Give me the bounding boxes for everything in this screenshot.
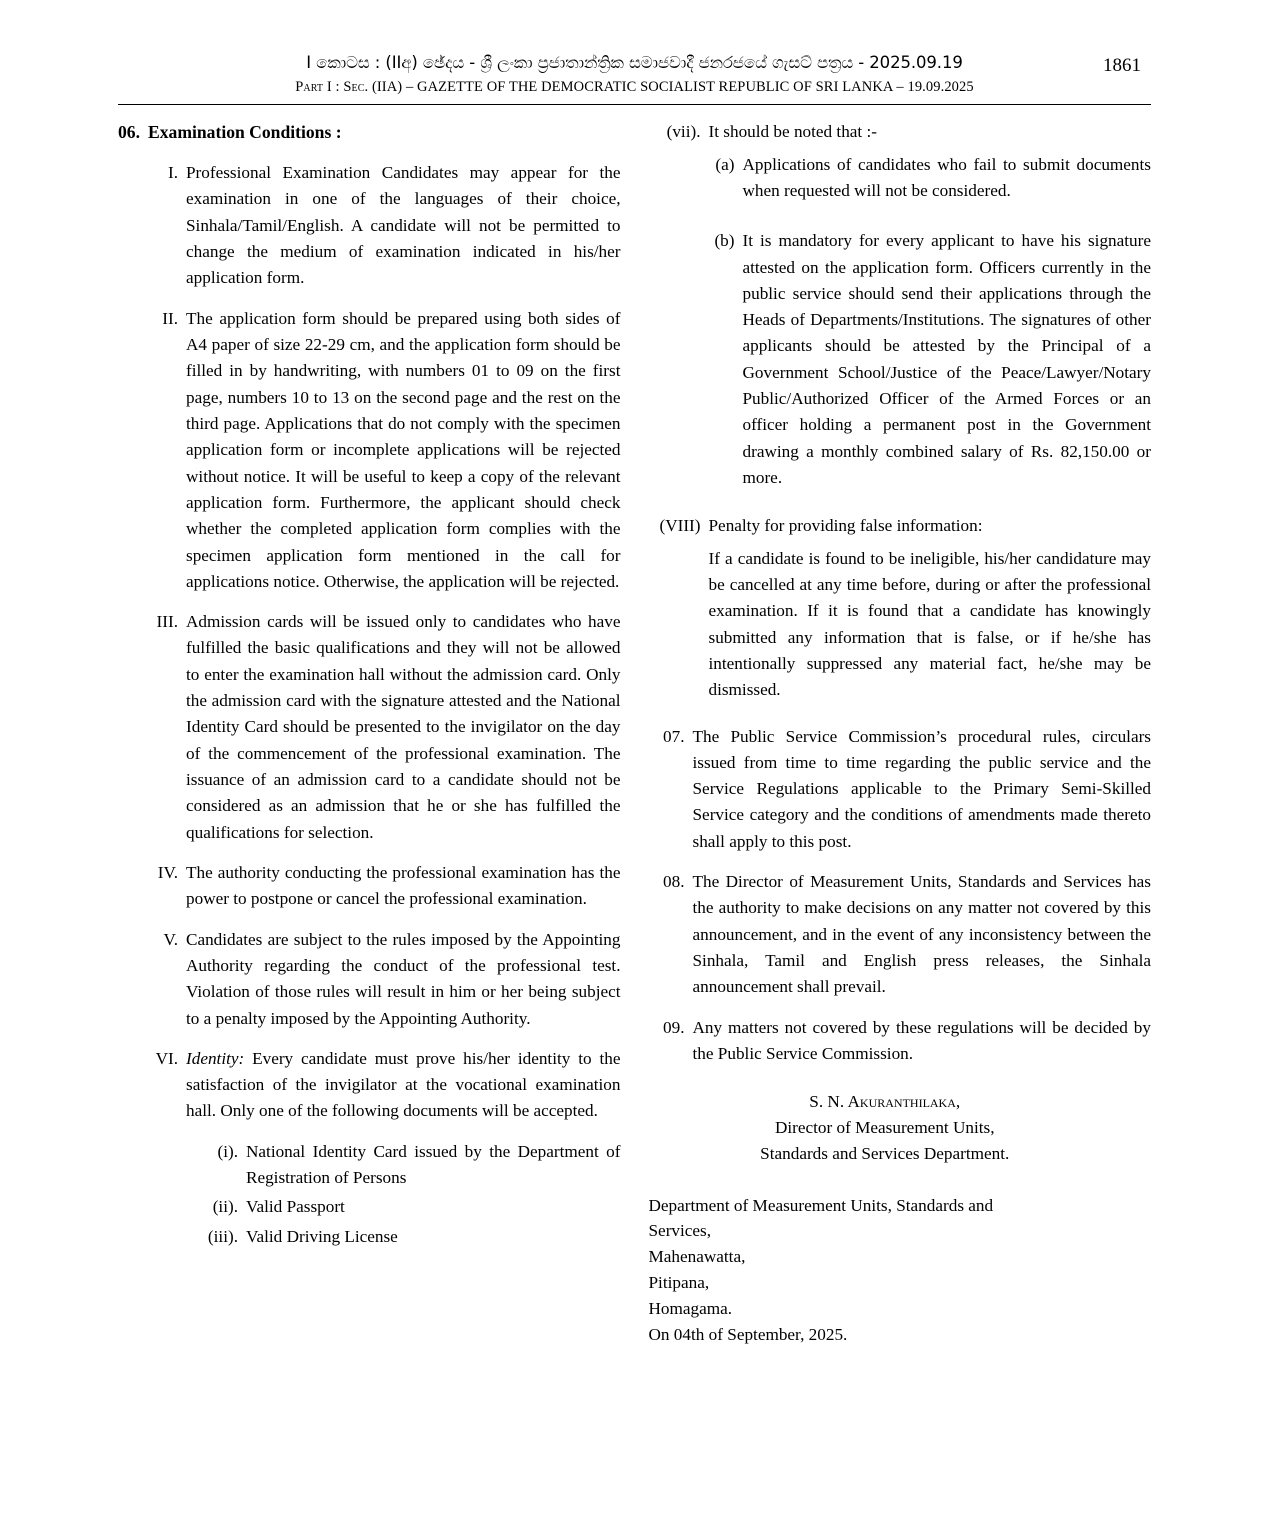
- list-item: [144, 306, 621, 595]
- list-item: [649, 869, 1152, 1001]
- list-item: [196, 1194, 621, 1220]
- section-title-text: Examination Conditions :: [148, 122, 342, 143]
- section-number: 06.: [118, 122, 140, 143]
- list-marker: (iii).: [207, 1226, 238, 1246]
- list-item: [649, 724, 1152, 856]
- signatory-title-line-1: Director of Measurement Units,: [774, 1118, 995, 1138]
- list-item: [144, 927, 621, 1032]
- list-item: [144, 609, 621, 846]
- header-english-line: Part I : Sec. (IIA) – GAZETTE OF THE DEMOCRATIC SOCIALIST REPUBLIC OF SRI LANKA – 19.09.2025: [295, 79, 974, 96]
- list-text: It should be noted that :-: [708, 122, 878, 142]
- list-item: [701, 152, 1152, 205]
- list-text: Admission cards will be issued only to candidates who have fulfilled the basic qualifications and they will not be allowed to enter the examination hall without the admission card. Only the admission card with the signature attested and the National Identity Card should be presented to the invigilator on the day of the commencement of the professional examination. The issuance of an admission card to a candidate should not be considered as an admission that he or she has fulfilled the qualifications for selection.: [186, 612, 621, 842]
- list-marker: V.: [163, 929, 178, 949]
- list-marker: I.: [167, 163, 178, 183]
- identity-text: Every candidate must prove his/her identity to the satisfaction of the invigilator at the vocational examination hall. Only one of the following documents will be accepted.: [186, 1048, 621, 1121]
- page-number: 1861: [1103, 55, 1141, 76]
- list-marker: 09.: [663, 1017, 685, 1037]
- list-marker: (i).: [217, 1141, 238, 1161]
- signatory-name: S. N. Akuranthilaka,: [809, 1092, 961, 1112]
- list-marker: 07.: [663, 726, 685, 746]
- list-item: [144, 160, 621, 292]
- list-text: The application form should be prepared using both sides of A4 paper of size 22-29 cm, and the application form should be filled in by handwriting, with numbers 01 to 09 on the first page, numbers 10 to 13 on the second page and the rest on the third page. Applications that do not comply with the specimen application form or incomplete applications will be rejected without notice. It will be useful to keep a copy of the relevant application form. Furthermore, the applicant should check whether the completed application form complies with the specimen application form mentioned in the call for applications notice. Otherwise, the application will be rejected.: [186, 308, 621, 591]
- address-date-line: On 04th of September, 2025.: [648, 1324, 848, 1344]
- list-text: Professional Examination Candidates may appear for the examination in one of the languages of their choice, Sinhala/Tamil/English. A candidate will not be permitted to change the medium of examination indicated in his/her application form.: [186, 163, 621, 288]
- address-line-5: Homagama.: [648, 1298, 733, 1318]
- list-marker: VI.: [155, 1048, 178, 1068]
- list-marker: II.: [162, 308, 178, 328]
- list-item: [701, 228, 1152, 491]
- address-line-2: Services,: [648, 1221, 712, 1241]
- list-marker: (b): [714, 231, 735, 251]
- list-text: Candidates are subject to the rules imposed by the Appointing Authority regarding the conduct of the professional test. Violation of those rules will result in him or her being subject to a penalty imposed by the Appointing Authority.: [186, 929, 621, 1028]
- list-text: The authority conducting the professional examination has the power to postpone or cancel the professional examination.: [186, 862, 621, 909]
- list-text: Penalty for providing false information:: [708, 516, 983, 536]
- list-text: It is mandatory for every applicant to have his signature attested on the application form. Officers currently in the public service should send their applications through the Heads of Departments/Institutions. The signatures of other applicants should be attested by the Principal of a Government School/Justice of the Peace/Lawyer/Notary Public/Authorized Officer of the Armed Forces or an officer holding a permanent post in the Government drawing a monthly combined salary of Rs. 82,150.00 or more.: [742, 231, 1151, 488]
- address-line-1: Department of Measurement Units, Standards and: [648, 1195, 994, 1215]
- signature-block: [649, 1089, 1152, 1166]
- identity-label: Identity:: [186, 1048, 245, 1068]
- right-column: [649, 119, 1152, 1347]
- list-item: [649, 119, 1152, 145]
- list-marker: 08.: [663, 872, 685, 892]
- list-marker: (vii).: [666, 122, 701, 142]
- list-text: Applications of candidates who fail to submit documents when requested will not be considered.: [742, 154, 1151, 200]
- list-item: [196, 1224, 621, 1250]
- left-column: [118, 119, 621, 1347]
- list-item: [144, 1046, 621, 1125]
- list-item: [196, 1139, 621, 1192]
- page-header: [0, 0, 1269, 96]
- list-marker: IV.: [157, 862, 178, 882]
- list-text: National Identity Card issued by the Department of Registration of Persons: [246, 1141, 621, 1188]
- header-sinhala-line: I කොටස : (IIඅ) ඡේදය - ශ්‍රී ලංකා ප්‍රජාතාන්ත්‍රික සමාජවාදී ජනරජයේ ගැසට් පත්‍රය - 2025.09.19: [306, 53, 963, 72]
- address-line-3: Mahenawatta,: [648, 1247, 746, 1267]
- list-item: [144, 860, 621, 913]
- list-text: The Public Service Commission’s procedural rules, circulars issued from time to time regarding the public service and the Service Regulations applicable to the Primary Semi-Skilled Service category and the conditions of amendments made thereto shall apply to this post.: [692, 726, 1151, 851]
- address-block: [649, 1193, 1152, 1348]
- list-text: [186, 1046, 621, 1125]
- two-column-body: [0, 105, 1269, 1347]
- list-text: The Director of Measurement Units, Standards and Services has the authority to make decisions on any matter not covered by this announcement, and in the event of any inconsistency between the Sinhala, Tamil and English press releases, the Sinhala announcement shall prevail.: [692, 872, 1151, 997]
- list-marker: (ii).: [212, 1197, 238, 1217]
- list-marker: III.: [156, 612, 178, 632]
- list-marker-spacer: [649, 546, 709, 704]
- list-text: Any matters not covered by these regulations will be decided by the Public Service Commission.: [692, 1017, 1151, 1063]
- signatory-title-line-2: Standards and Services Department.: [760, 1143, 1010, 1163]
- list-item: [649, 513, 1152, 539]
- list-text: Valid Driving License: [246, 1226, 398, 1246]
- list-marker: (VIII): [659, 516, 701, 536]
- section-title: [118, 119, 621, 146]
- list-text: Valid Passport: [246, 1197, 345, 1217]
- list-item: [649, 1015, 1152, 1068]
- list-item: [649, 546, 1152, 704]
- list-marker: (a): [715, 154, 735, 174]
- address-line-4: Pitipana,: [648, 1273, 710, 1293]
- list-text: If a candidate is found to be ineligible, his/her candidature may be cancelled at any time before, during or after the professional examination. If it is found that a candidate has knowingly submitted any information that is false, or if he/she has intentionally suppressed any material fact, he/she may be dismissed.: [708, 548, 1151, 700]
